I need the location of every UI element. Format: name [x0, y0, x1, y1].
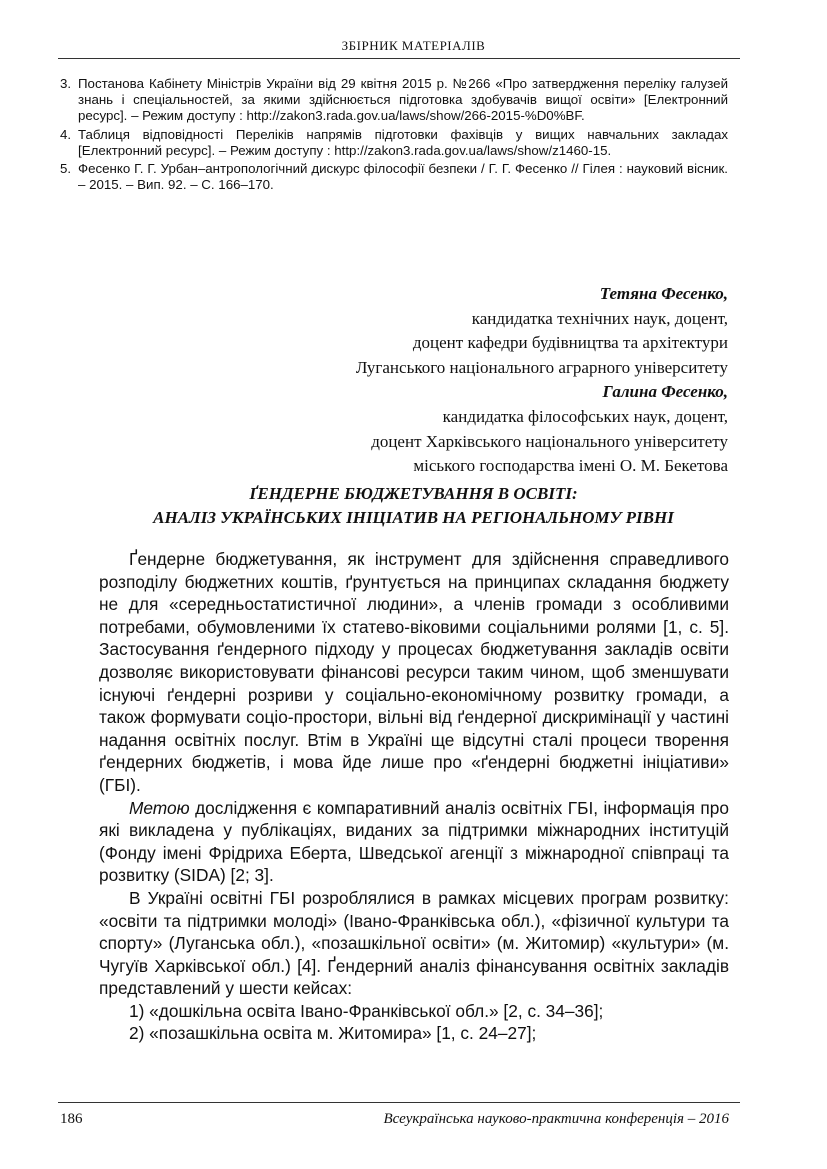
reference-text: Постанова Кабінету Міністрів України від 29 квітня 2015 р. №266 «Про затвердження переліку галузей знань і спеціальностей, за якими здійснюється підготовка здобувачів вищої освіти» [Електронний ресурс]. – Режим доступу : http://zakon3.rada.gov.ua/laws/show/266-2015-%D0%BF. [78, 76, 728, 124]
article-title [0, 482, 827, 530]
emphasis-text: Метою [129, 797, 190, 818]
author-affiliation-line: кандидатка філософських наук, доцент, [442, 406, 728, 426]
author-affiliation-line: доцент Харківського національного університету [371, 431, 728, 451]
author-affiliation-line: Луганського національного аграрного університету [355, 357, 728, 377]
body-paragraph: Ґендерне бюджетування, як інструмент для здійснення справедливого розподілу бюджетних коштів, ґрунтується на принципах складання бюджету не для «середньостатистичної людини», а членів громади з особливими потребами, обумовленими їх статево-віковими соціальними ролями [1, с. 5]. Застосування ґендерного підходу у процесах бюджетування закладів освіти дозволяє використовувати фінансові ресурси таким чином, щоб зменшувати існуючі ґендерні розриви у соціально-економічному розвитку громади, а також формувати соціо-простори, вільні від ґендерної дискримінації у частині надання освітніх послуг. Втім в Україні ще відсутні сталі процеси творення ґендерних бюджетів, і мова йде лише про «ґендерні бюджетні ініціативи» (ГБІ). [99, 549, 729, 795]
article-title-line: АНАЛІЗ УКРАЇНСЬКИХ ІНІЦІАТИВ НА РЕГІОНАЛЬНОМУ РІВНІ [153, 508, 674, 527]
reference-text: Таблиця відповідності Переліків напрямів підготовки фахівців у вищих навчальних закладах [Електронний ресурс]. – Режим доступу : http://zakon3.rada.gov.ua/laws/show/z1460-15. [78, 126, 728, 158]
reference-number: 4. [60, 126, 72, 142]
header-divider [58, 58, 740, 59]
reference-item [60, 76, 728, 125]
article-body [99, 548, 729, 1045]
article-title-line: ҐЕНДЕРНЕ БЮДЖЕТУВАННЯ В ОСВІТІ: [249, 484, 578, 503]
page-number: 186 [60, 1111, 83, 1127]
reference-item [60, 127, 728, 159]
conference-name: Всеукраїнська науково-практична конференція – 2016 [383, 1111, 729, 1127]
reference-item [60, 161, 728, 193]
author-name: Галина Фесенко, [602, 382, 728, 402]
author-affiliation-line: міського господарства імені О. М. Бекетова [413, 456, 728, 476]
body-paragraph: В Україні освітні ГБІ розроблялися в рамках місцевих програм розвитку: «освіти та підтримки молоді» (Івано-Франківська обл.), «фізичної культури та спорту» (Луганська обл.), «позашкільної освіти» (м. Житомир) «культури» (м. Чугуїв Харківської обл.) [4]. Ґендерний аналіз фінансування освітніх закладів представлений у шести кейсах: [99, 887, 729, 999]
author-name: Тетяна Фесенко, [599, 284, 728, 303]
list-item: 2) «позашкільна освіта м. Житомира» [1, с. 24–27]; [129, 1023, 537, 1044]
paragraph-text: дослідження є компаративний аналіз освітніх ГБІ, інформація про які викладена у публікаціях, виданих за підтримки міжнародних інституцій (Фонду імені Фрідриха Еберта, Шведської агенції з міжнародної співпраці та розвитку (SIDA) [2; 3]. [99, 797, 729, 886]
running-header: ЗБІРНИК МАТЕРІАЛІВ [341, 38, 486, 53]
reference-list [60, 76, 728, 195]
reference-number: 5. [60, 161, 72, 177]
author-affiliation-line: кандидатка технічних наук, доцент, [471, 308, 728, 328]
author-affiliation-line: доцент кафедри будівництва та архітектури [412, 333, 728, 353]
list-item: 1) «дошкільна освіта Івано-Франківської обл.» [2, с. 34–36]; [129, 1000, 604, 1021]
body-paragraph [99, 797, 729, 887]
footer-divider [58, 1102, 740, 1103]
reference-text: Фесенко Г. Г. Урбан–антропологічний дискурс філософії безпеки / Г. Г. Фесенко // Гілея : науковий вісник. – 2015. – Вип. 92. – С. 166–170. [78, 161, 728, 193]
reference-number: 3. [60, 76, 72, 91]
author-block [208, 282, 728, 479]
